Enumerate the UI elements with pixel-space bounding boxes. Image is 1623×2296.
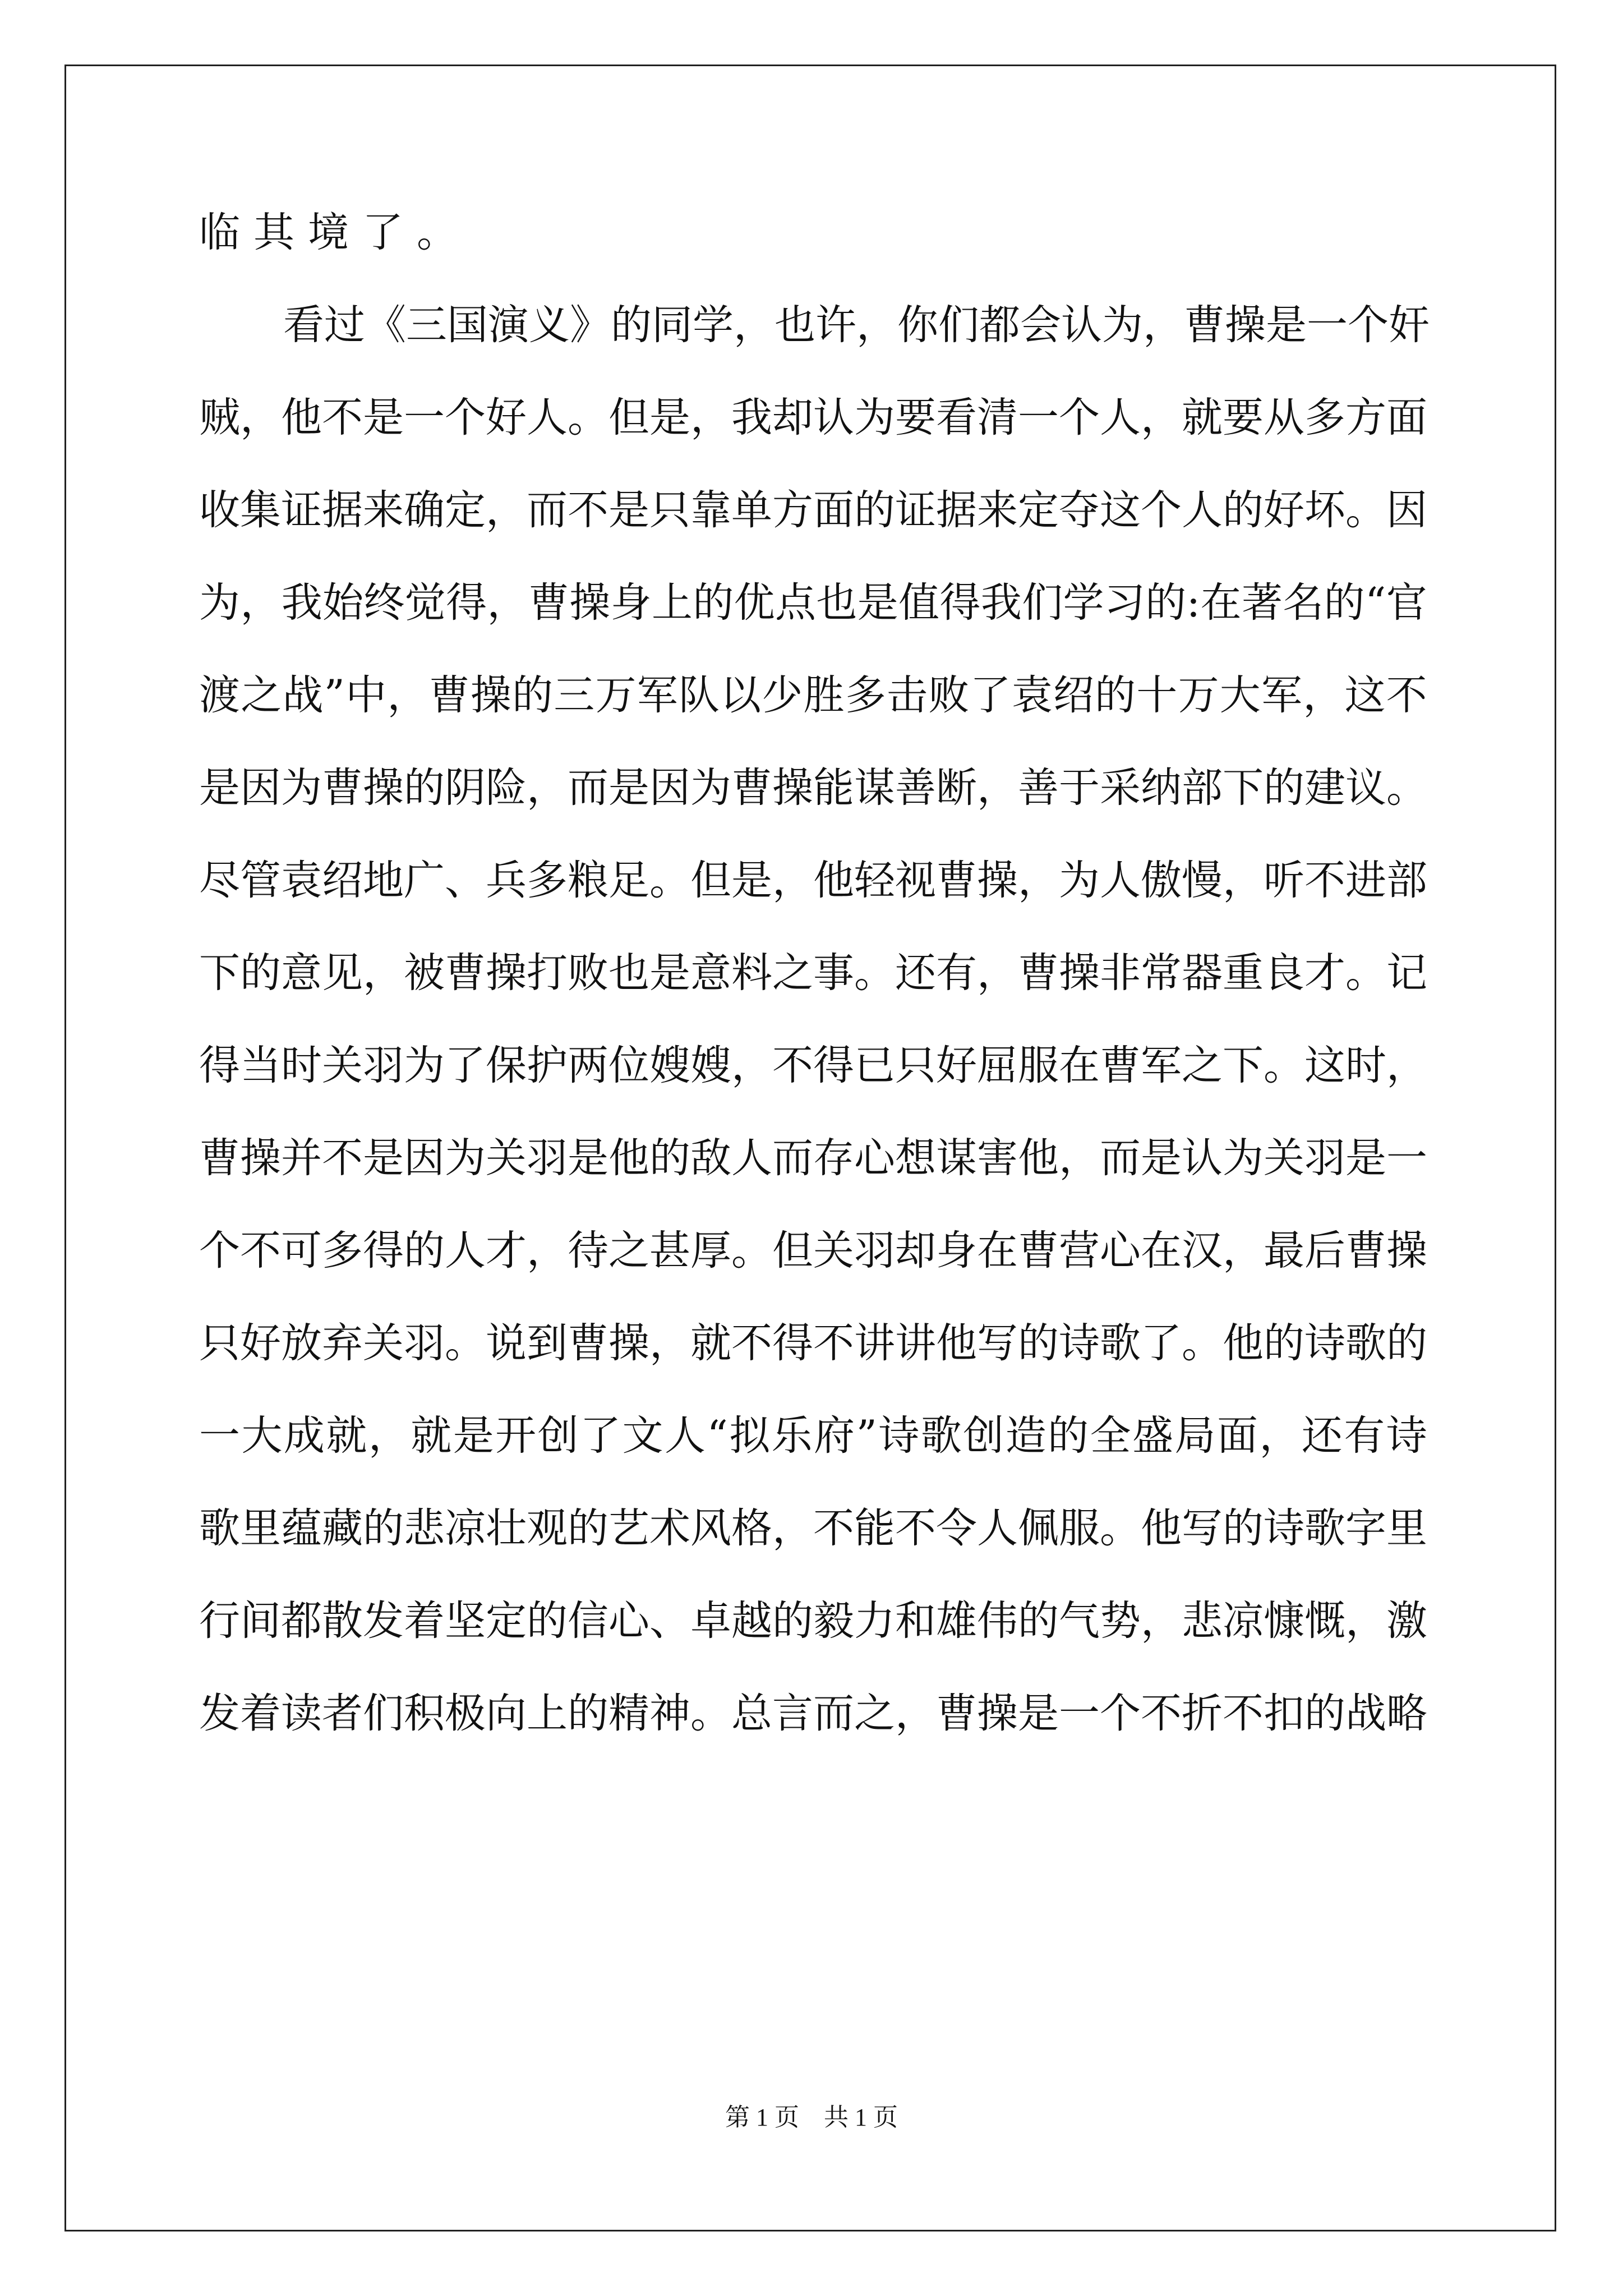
- text-line: 只 好 放 弃 关 羽 。 说 到 曹 操 ， 就 不 得 不 讲 讲 他 写 的 诗 歌 了 。 他 的 诗 歌 的: [199, 1319, 1427, 1367]
- text-line: 是 因 为 曹 操 的 阴 险 ， 而 是 因 为 曹 操 能 谋 善 断 ， 善 于 采 纳 部 下 的 建 议 。: [199, 764, 1427, 812]
- text-line: 歌 里 蕴 藏 的 悲 凉 壮 观 的 艺 术 风 格 ， 不 能 不 令 人 佩 服 。 他 写 的 诗 歌 字 里: [199, 1504, 1427, 1552]
- text-line: 曹 操 并 不 是 因 为 关 羽 是 他 的 敌 人 而 存 心 想 谋 害 他 ， 而 是 认 为 关 羽 是 一: [199, 1134, 1427, 1182]
- text-line: 贼 ， 他 不 是 一 个 好 人 。 但 是 ， 我 却 认 为 要 看 清 一 个 人 ， 就 要 从 多 方 面: [199, 394, 1427, 441]
- text-line: 下 的 意 见 ， 被 曹 操 打 败 也 是 意 料 之 事 。 还 有 ， 曹 操 非 常 器 重 良 才 。 记: [199, 949, 1427, 997]
- text-line: 行 间 都 散 发 着 坚 定 的 信 心 、 卓 越 的 毅 力 和 雄 伟 的 气 势 ， 悲 凉 慷 慨 ， 激: [199, 1597, 1427, 1645]
- text-line: 一 大 成 就 ， 就 是 开 创 了 文 人 “ 拟 乐 府 ” 诗 歌 创 造 的 全 盛 局 面 ， 还 有 诗: [199, 1412, 1427, 1460]
- text-line: 个 不 可 多 得 的 人 才 ， 待 之 甚 厚 。 但 关 羽 却 身 在 曹 营 心 在 汉 ， 最 后 曹 操: [199, 1227, 1427, 1274]
- text-line: 临其境了。: [199, 209, 471, 256]
- text-line: 渡 之 战 ” 中 ， 曹 操 的 三 万 军 队 以 少 胜 多 击 败 了 袁 绍 的 十 万 大 军 ， 这 不: [199, 671, 1427, 719]
- text-line: 发 着 读 者 们 积 极 向 上 的 精 神 。 总 言 而 之 ， 曹 操 是 一 个 不 折 不 扣 的 战 略: [199, 1690, 1427, 1737]
- text-line: 尽 管 袁 绍 地 广 、 兵 多 粮 足 。 但 是 ， 他 轻 视 曹 操 ， 为 人 傲 慢 ， 听 不 进 部: [199, 857, 1427, 904]
- text-line: 为 ， 我 始 终 觉 得 ， 曹 操 身 上 的 优 点 也 是 值 得 我 们 学 习 的 : 在 著 名 的 “ 官: [199, 579, 1427, 627]
- page-footer: 第 1 页 共 1 页: [725, 2104, 898, 2131]
- text-line: 得 当 时 关 羽 为 了 保 护 两 位 嫂 嫂 ， 不 得 已 只 好 屈 服 在 曹 军 之 下 。 这 时 ，: [199, 1042, 1427, 1089]
- text-line: 收 集 证 据 来 确 定 ， 而 不 是 只 靠 单 方 面 的 证 据 来 定 夺 这 个 人 的 好 坏 。 因: [199, 486, 1427, 534]
- text-line: 看 过 《 三 国 演 义 》 的 同 学 ， 也 许 ， 你 们 都 会 认 为 ， 曹 操 是 一 个 奸: [283, 301, 1430, 349]
